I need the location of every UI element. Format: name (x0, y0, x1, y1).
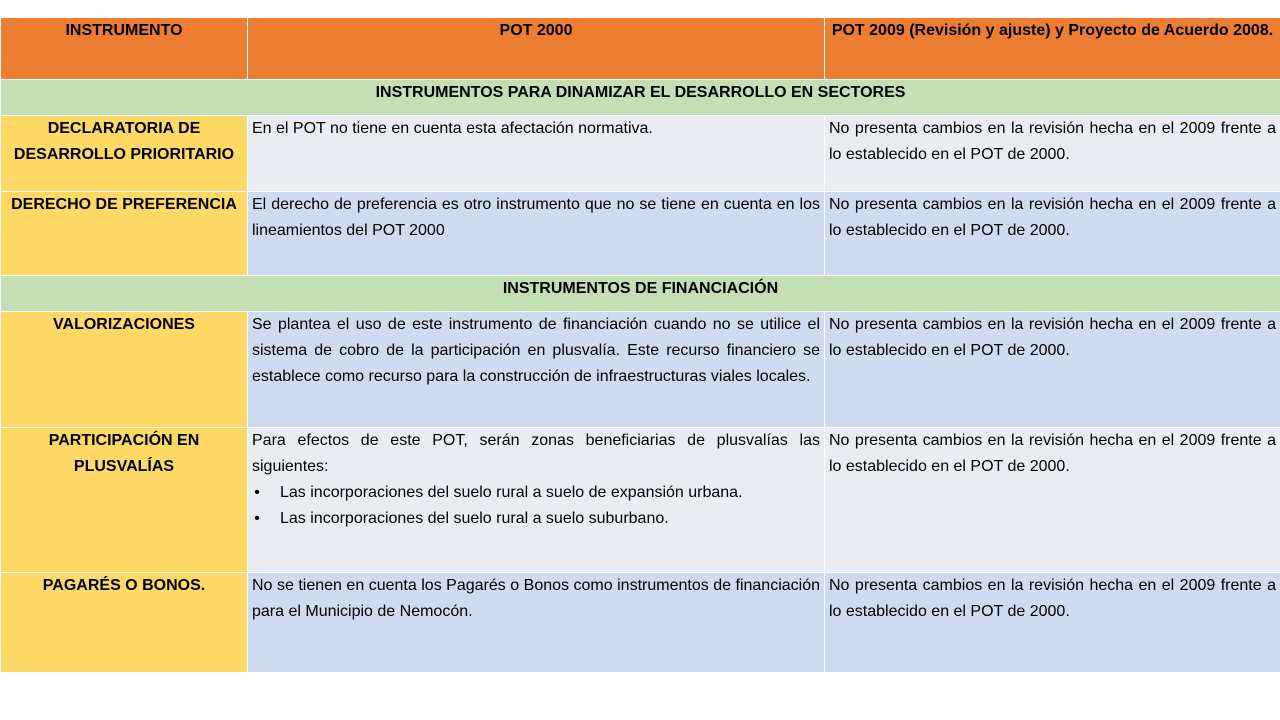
instrument-name: DERECHO DE PREFERENCIA (1, 192, 248, 276)
header-pot2009: POT 2009 (Revisión y ajuste) y Proyecto de Acuerdo 2008. (825, 18, 1280, 80)
header-row (1, 18, 1280, 80)
pot2000-text: Para efectos de este POT, serán zonas beneficiarias de plusvalías las siguientes: (252, 432, 820, 475)
bullet-icon: • (254, 484, 260, 501)
pot2000-text: El derecho de preferencia es otro instrumento que no se tiene en cuenta en los lineamientos del POT 2000 (248, 192, 825, 276)
section-title-financiacion: INSTRUMENTOS DE FINANCIACIÓN (1, 276, 1280, 312)
pot2000-text: Se plantea el uso de este instrumento de financiación cuando no se utilice el sistema de cobro de la participación en plusvalía. Este recurso financiero se establece como recurso para la construcción de infraestructuras viales locales. (248, 312, 825, 428)
pot2000-cell (248, 428, 825, 573)
pot2000-text: En el POT no tiene en cuenta esta afectación normativa. (248, 116, 825, 192)
list-item (254, 480, 820, 506)
list-item-text: Las incorporaciones del suelo rural a suelo suburbano. (280, 510, 669, 527)
pot2000-text: No se tienen en cuenta los Pagarés o Bonos como instrumentos de financiación para el Municipio de Nemocón. (248, 573, 825, 673)
table-row (1, 428, 1280, 573)
pot2009-text: No presenta cambios en la revisión hecha en el 2009 frente a lo establecido en el POT de 2000. (825, 192, 1280, 276)
instrument-name: DECLARATORIA DE DESARROLLO PRIORITARIO (1, 116, 248, 192)
header-instrumento: INSTRUMENTO (1, 18, 248, 80)
pot2009-text: No presenta cambios en la revisión hecha en el 2009 frente a lo establecido en el POT de 2000. (825, 428, 1280, 573)
section-title-dinamizar: INSTRUMENTOS PARA DINAMIZAR EL DESARROLLO EN SECTORES (1, 80, 1280, 116)
instrument-name: VALORIZACIONES (1, 312, 248, 428)
list-item (254, 506, 820, 532)
section-row-financiacion (1, 276, 1280, 312)
table-row (1, 192, 1280, 276)
bullet-icon: • (254, 510, 260, 527)
instruments-table (0, 17, 1280, 673)
pot2009-text: No presenta cambios en la revisión hecha en el 2009 frente a lo establecido en el POT de 2000. (825, 312, 1280, 428)
table-row (1, 116, 1280, 192)
pot2009-text: No presenta cambios en la revisión hecha en el 2009 frente a lo establecido en el POT de 2000. (825, 573, 1280, 673)
instrument-name: PARTICIPACIÓN EN PLUSVALÍAS (1, 428, 248, 573)
pot2009-text: No presenta cambios en la revisión hecha en el 2009 frente a lo establecido en el POT de 2000. (825, 116, 1280, 192)
header-pot2000: POT 2000 (248, 18, 825, 80)
section-row-dinamizar (1, 80, 1280, 116)
table-row (1, 312, 1280, 428)
bullet-list (252, 480, 820, 532)
list-item-text: Las incorporaciones del suelo rural a suelo de expansión urbana. (280, 484, 743, 501)
table-row (1, 573, 1280, 673)
instrument-name: PAGARÉS O BONOS. (1, 573, 248, 673)
